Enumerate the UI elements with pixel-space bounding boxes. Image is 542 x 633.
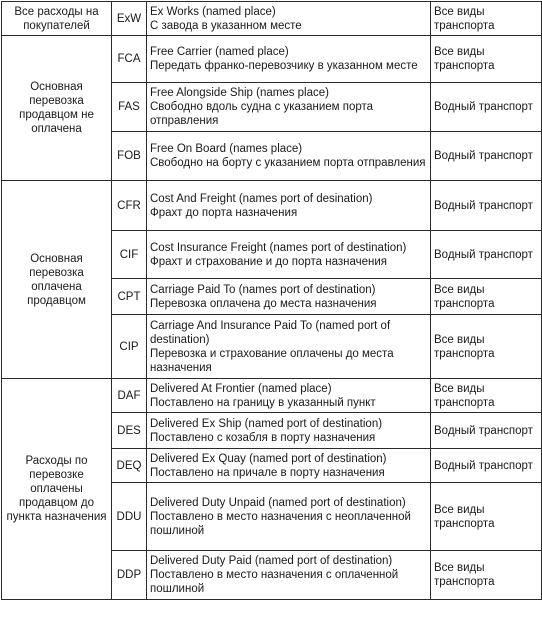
transport-mode: Все виды транспорта (431, 315, 542, 379)
group-cell: Основная перевозка продавцом не оплачена (2, 36, 112, 181)
group-cell: Все расходы на покупателей (2, 2, 112, 36)
term-english: Carriage Paid To (names port of destination) (150, 283, 376, 296)
transport-mode: Все виды транспорта (431, 279, 542, 315)
term-description (147, 379, 431, 413)
incoterms-table (1, 1, 542, 600)
term-description (147, 551, 431, 600)
group-cell: Расходы по перевозке оплачены продавцом до пункта назначения (2, 379, 112, 600)
term-russian: Поставлено с кoзабля в порту назначения (150, 431, 376, 444)
transport-mode: Все виды транспорта (431, 2, 542, 36)
term-code: CFR (112, 181, 147, 231)
term-code: DDU (112, 483, 147, 551)
term-english: Carriage And Insurance Paid To (named port of destination) (150, 319, 391, 346)
term-code: CIP (112, 315, 147, 379)
term-code: CPT (112, 279, 147, 315)
term-description (147, 83, 431, 132)
term-russian: Фрахт до порта назначения (150, 206, 298, 219)
term-description (147, 231, 431, 279)
term-russian: Перевозка и страхование оплачены до места назначения (150, 347, 394, 374)
term-code: DAF (112, 379, 147, 413)
transport-mode: Все виды транспорта (431, 36, 542, 83)
term-description (147, 315, 431, 379)
transport-mode: Водный транспорт (431, 231, 542, 279)
term-english: Delivered Duty Paid (named port of destination) (150, 555, 393, 567)
term-english: Ex Works (named place) (150, 5, 276, 18)
term-english: Cost And Freight (names port of desination) (150, 192, 373, 205)
term-description (147, 449, 431, 483)
term-english: Free Carrier (named place) (150, 46, 289, 58)
term-code: FAS (112, 83, 147, 132)
term-description (147, 2, 431, 36)
term-english: Free On Board (names place) (150, 143, 303, 155)
term-russian: Поставлено в место назначения с неоплаченной пошлиной (150, 510, 411, 537)
term-english: Delivered At Frontier (named place) (150, 382, 332, 395)
table-row (2, 36, 542, 83)
term-description (147, 36, 431, 83)
table-row (2, 379, 542, 413)
term-russian: Фрахт и страхование и до порта назначения (150, 255, 387, 268)
term-code: DDP (112, 551, 147, 600)
term-russian: Перевозка оплачена до места назначения (150, 297, 377, 310)
term-code: ExW (112, 2, 147, 36)
term-english: Delivered Duty Unpaid (named port of destination) (150, 496, 406, 509)
term-description (147, 483, 431, 551)
term-russian: Свободно вдоль судна с указанием порта отправления (150, 101, 374, 127)
term-code: CIF (112, 231, 147, 279)
term-russian: С завода в указанном месте (150, 19, 302, 32)
term-code: DES (112, 413, 147, 449)
table-row (2, 181, 542, 231)
term-english: Delivered Ex Quay (named port of destination) (150, 452, 387, 465)
term-russian: Передать франко-перевозчику в указанном месте (150, 60, 418, 72)
transport-mode: Водный транспорт (431, 449, 542, 483)
term-russian: Поставлено на границу в указанный пункт (150, 396, 376, 409)
term-russian: Поставлено в место назначения с оплаченной пошлиной (150, 569, 399, 595)
term-description (147, 181, 431, 231)
transport-mode: Все виды транспорта (431, 379, 542, 413)
transport-mode: Все виды транспорта (431, 483, 542, 551)
term-english: Cost Insurance Freight (names port of destination) (150, 241, 407, 254)
transport-mode: Все виды транспорта (431, 551, 542, 600)
term-english: Free Alongside Ship (names place) (150, 87, 329, 99)
term-code: DEQ (112, 449, 147, 483)
term-code: FOB (112, 132, 147, 181)
term-russian: Поставлено на причале в порту назначения (150, 466, 385, 479)
table-row (2, 2, 542, 36)
transport-mode: Водный транспорт (431, 413, 542, 449)
term-description (147, 279, 431, 315)
group-cell: Основная перевозка оплачена продавцом (2, 181, 112, 379)
term-russian: Свободно на борту с указанием порта отправления (150, 157, 426, 169)
term-description (147, 132, 431, 181)
term-english: Delivered Ex Ship (named port of destination) (150, 417, 383, 430)
transport-mode: Водный транспорт (431, 132, 542, 181)
transport-mode: Водный транспорт (431, 181, 542, 231)
term-code: FCA (112, 36, 147, 83)
term-description (147, 413, 431, 449)
transport-mode: Водный транспорт (431, 83, 542, 132)
